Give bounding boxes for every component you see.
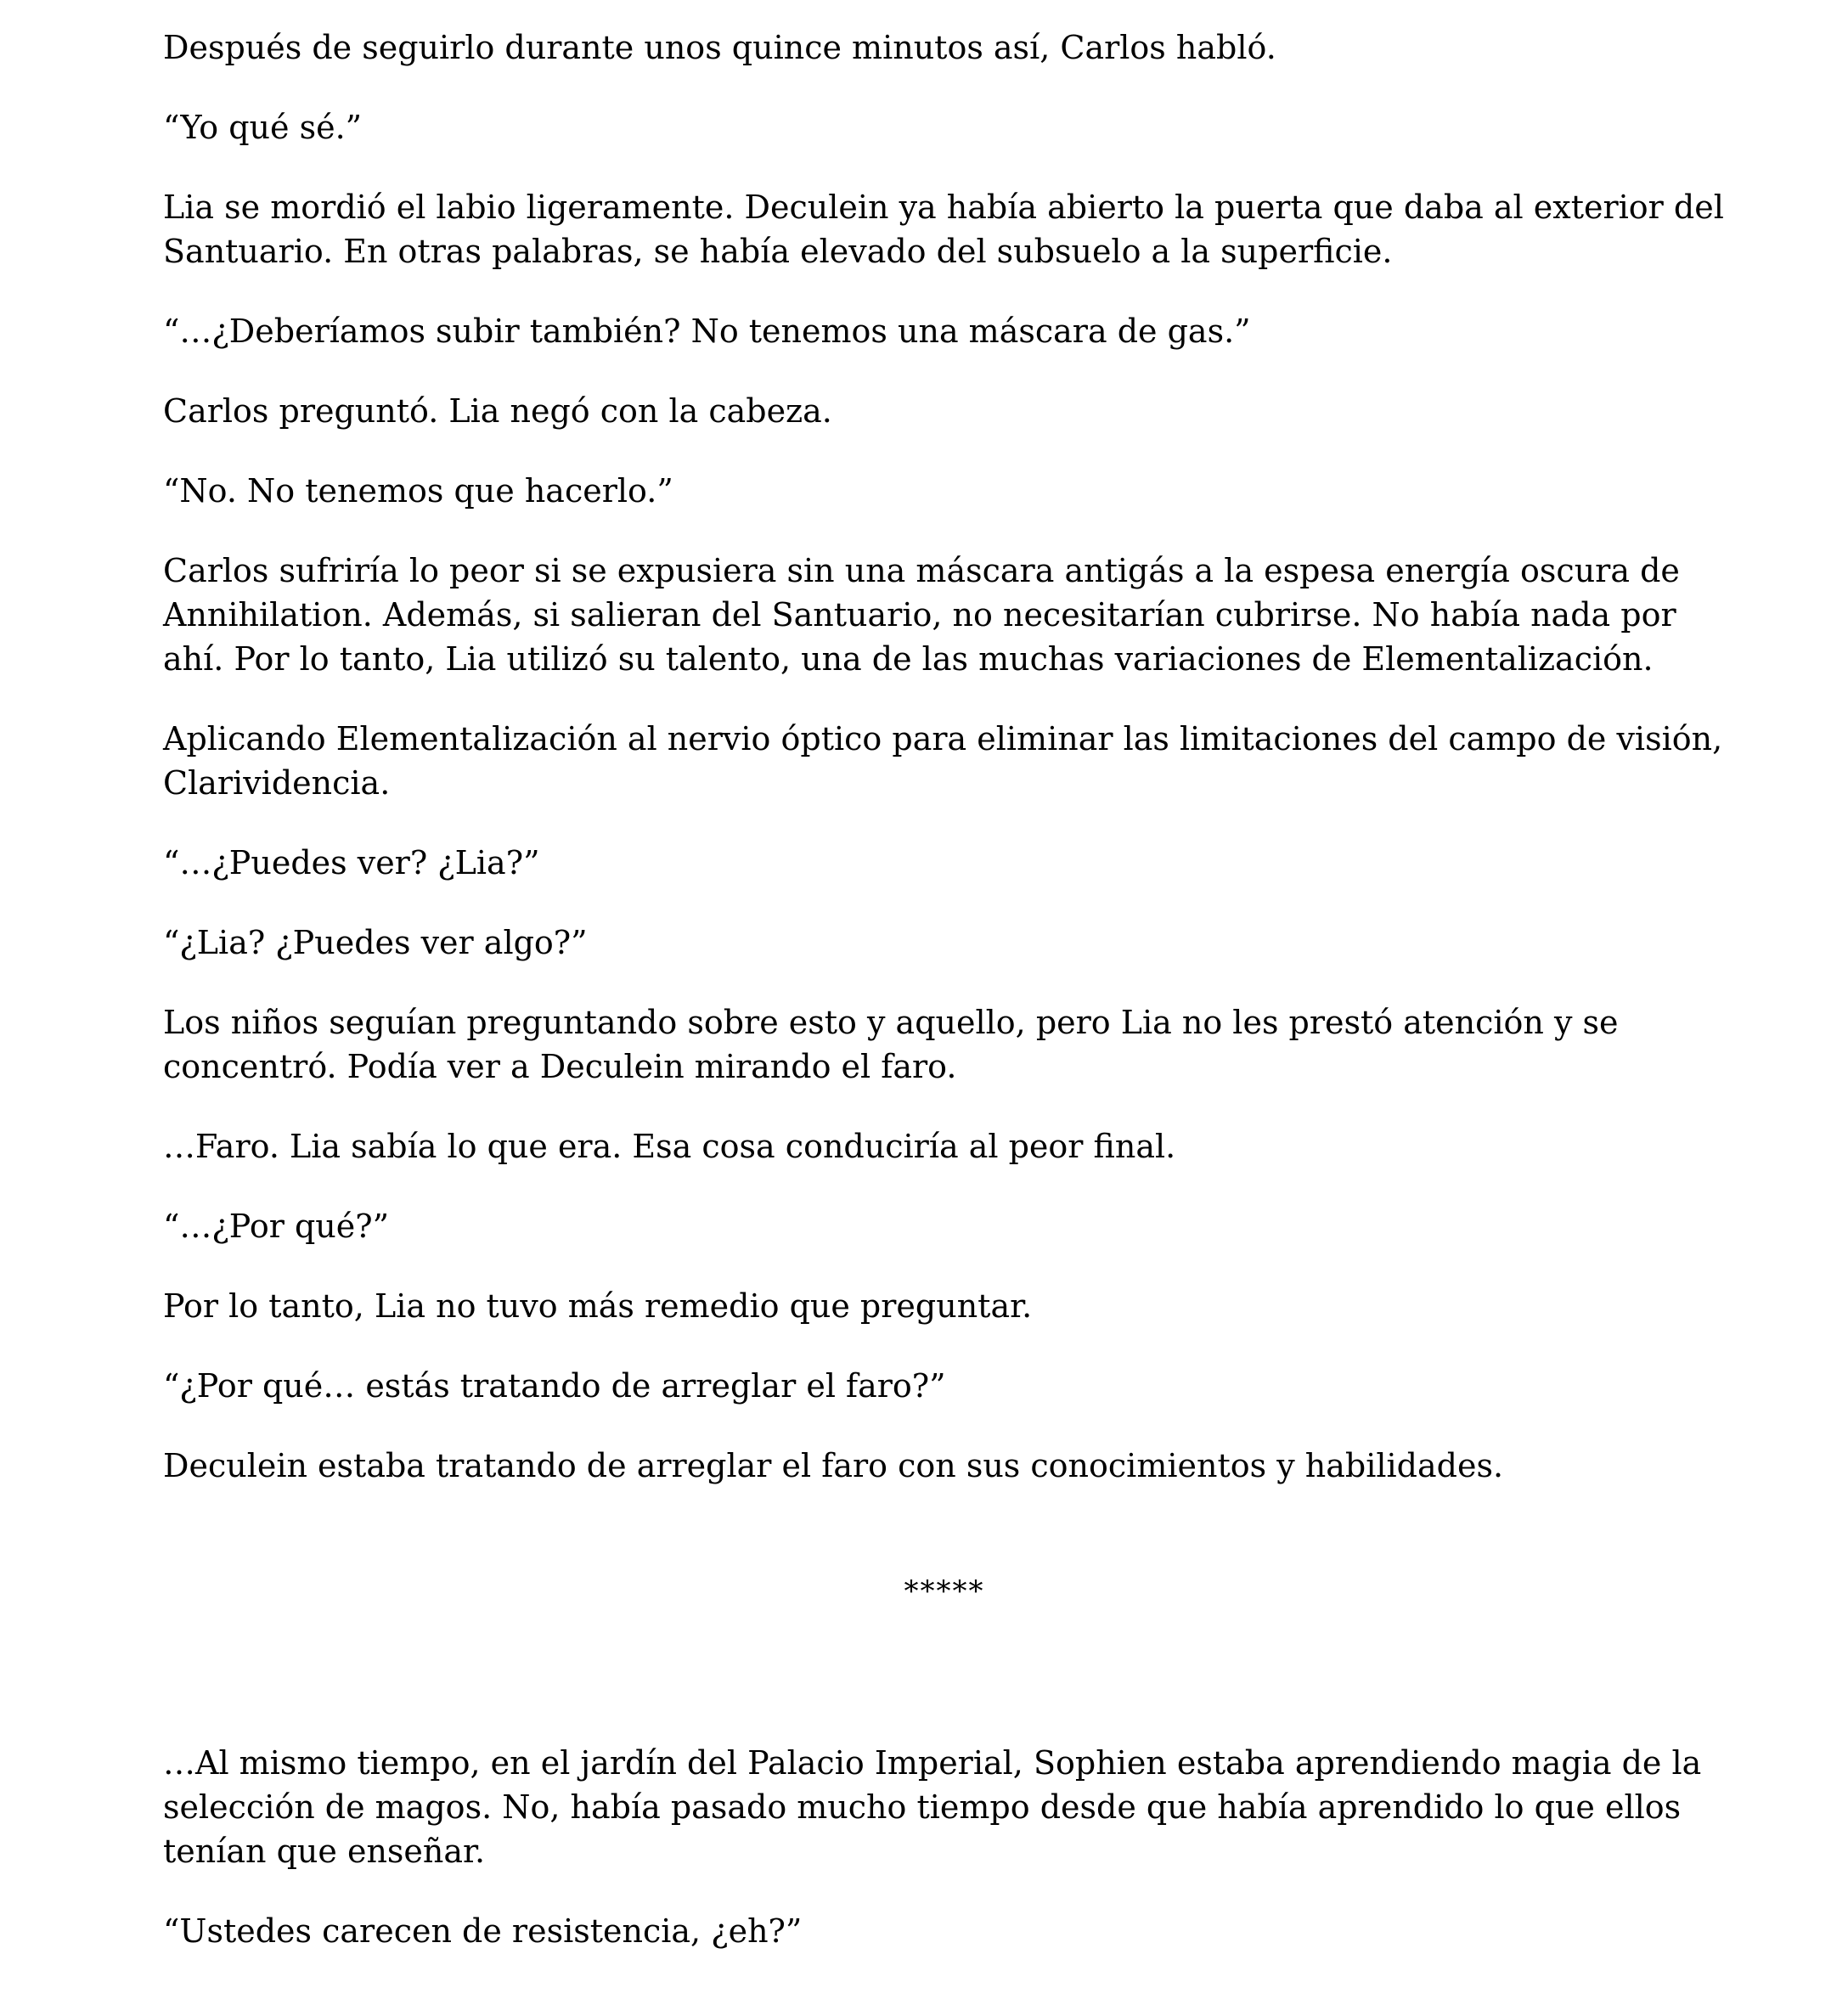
paragraph: “…¿Por qué?” xyxy=(163,1208,390,1245)
paragraph: Después de seguirlo durante unos quince minutos así, Carlos habló. xyxy=(163,29,1276,66)
paragraph: Aplicando Elementalización al nervio óptico para eliminar las limitaciones del campo de visión, Clarividencia. xyxy=(163,720,1723,802)
document-page xyxy=(163,25,1726,1989)
paragraph: “No. No tenemos que hacerlo.” xyxy=(163,472,673,510)
paragraph: “¿Lia? ¿Puedes ver algo?” xyxy=(163,924,588,961)
paragraph: “¿Por qué… estás tratando de arreglar el faro?” xyxy=(163,1367,946,1405)
paragraph: Carlos preguntó. Lia negó con la cabeza. xyxy=(163,392,832,430)
paragraph: Deculein estaba tratando de arreglar el faro con sus conocimientos y habilidades. xyxy=(163,1447,1504,1484)
paragraph: Lia se mordió el labio ligeramente. Deculein ya había abierto la puerta que daba al exterior del Santuario. En otras palabras, se había elevado del subsuelo a la superficie. xyxy=(163,189,1724,270)
paragraph: Los niños seguían preguntando sobre esto y aquello, pero Lia no les prestó atención y se concentró. Podía ver a Deculein mirando el faro. xyxy=(163,1004,1619,1085)
paragraph: Carlos sufriría lo peor si se expusiera sin una máscara antigás a la espesa energía oscura de Annihilation. Además, si salieran del Santuario, no necesitarían cubrirse. No había nada por ahí. Por lo tanto, Lia utilizó su talento, una de las muchas variaciones de Elementalización. xyxy=(163,552,1680,678)
paragraph: Por lo tanto, Lia no tuvo más remedio que preguntar. xyxy=(163,1287,1033,1325)
paragraph: “…¿Deberíamos subir también? No tenemos una máscara de gas.” xyxy=(163,313,1251,350)
paragraph: “Ustedes carecen de resistencia, ¿eh?” xyxy=(163,1912,803,1950)
paragraph: …Al mismo tiempo, en el jardín del Palacio Imperial, Sophien estaba aprendiendo magia de la selección de magos. No, había pasado mucho tiempo desde que había aprendido lo que ellos tenían que enseñar. xyxy=(163,1744,1702,1870)
paragraph: “Yo qué sé.” xyxy=(163,109,363,146)
paragraph: “…¿Puedes ver? ¿Lia?” xyxy=(163,844,540,881)
section-separator: ***** xyxy=(904,1574,985,1608)
paragraph: …Faro. Lia sabía lo que era. Esa cosa conduciría al peor final. xyxy=(163,1128,1176,1165)
